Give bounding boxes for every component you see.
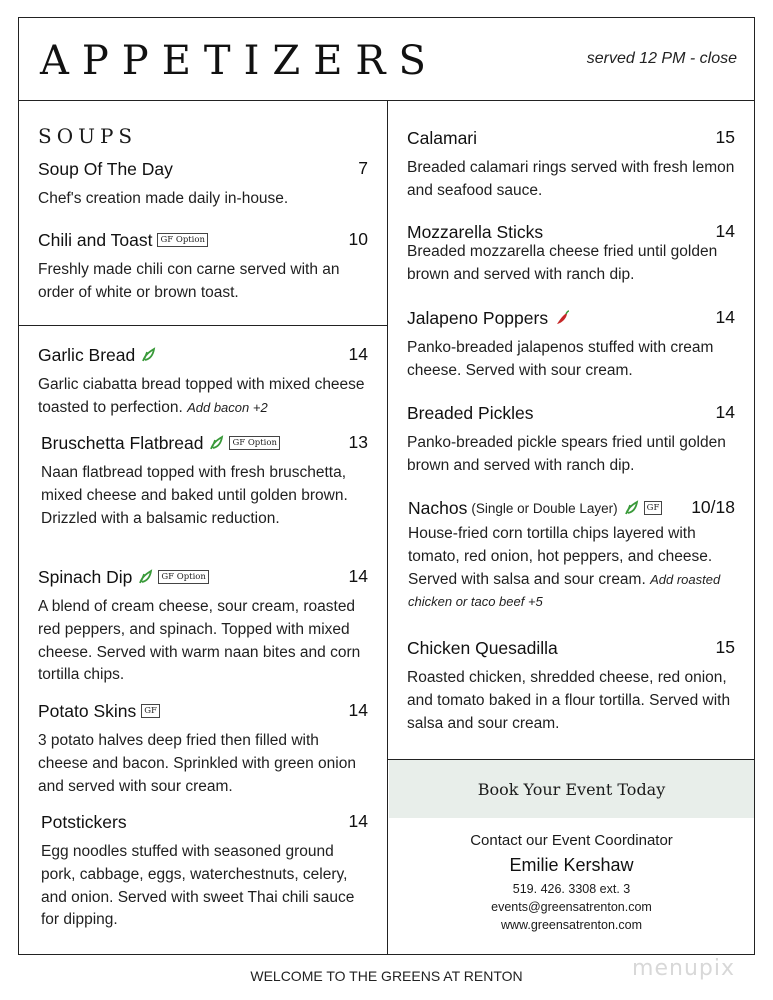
spicy-pepper-icon (553, 309, 571, 327)
item-subtitle: (Single or Double Layer) (471, 500, 618, 516)
item-description: Naan flatbread topped with fresh bruschetta, mixed cheese and baked until golden brown. Drizzled with a balsamic reduction. (41, 464, 348, 527)
vegetarian-leaf-icon (140, 347, 156, 363)
menu-item-bruschetta-flatbread (41, 430, 368, 530)
soups-heading: SOUPS (38, 124, 138, 148)
menu-item-potstickers (41, 809, 368, 932)
event-title: Book Your Event Today (477, 779, 666, 799)
item-description-text: House-fried corn tortilla chips layered with tomato, red onion, hot peppers, and cheese. Served with salsa and sour cream. (408, 525, 713, 588)
menu-item-soup-of-the-day (38, 156, 368, 211)
item-description: Breaded mozzarella cheese fried until golden brown and served with ranch dip. (407, 243, 718, 283)
item-name: Breaded Pickles (407, 402, 534, 423)
item-name: Chili and Toast (38, 229, 153, 250)
item-name: Bruschetta Flatbread (41, 432, 204, 453)
item-description: Chef's creation made daily in-house. (38, 190, 289, 207)
vegetarian-leaf-icon (137, 569, 153, 585)
item-price: 14 (348, 811, 368, 831)
item-price: 15 (715, 127, 735, 147)
item-description-text: Garlic ciabatta bread topped with mixed cheese toasted to perfection. (38, 376, 365, 416)
menu-item-jalapeno-poppers (407, 305, 735, 383)
coordinator-name: Emilie Kershaw (509, 855, 634, 875)
item-description: Freshly made chili con carne served with an order of white or brown toast. (38, 261, 340, 301)
gf-badge: GF (644, 501, 663, 515)
gf-option-badge: GF Option (157, 233, 208, 247)
item-name: Potstickers (41, 811, 127, 832)
item-description (38, 374, 368, 420)
item-name: Jalapeno Poppers (407, 307, 549, 328)
menu-item-mozzarella-sticks (407, 219, 735, 287)
menu-item-garlic-bread (38, 342, 368, 420)
item-price: 14 (715, 307, 735, 327)
menu-item-calamari (407, 125, 735, 203)
item-name: Chicken Quesadilla (407, 637, 558, 658)
item-price: 14 (348, 700, 368, 720)
item-description: Breaded calamari rings served with fresh lemon and seafood sauce. (407, 159, 735, 199)
item-description (408, 523, 735, 614)
event-banner (389, 760, 754, 818)
item-note: Add bacon +2 (187, 399, 268, 415)
item-price: 13 (348, 432, 368, 452)
gf-badge: GF (141, 704, 160, 718)
contact-website: www.greensatrenton.com (500, 918, 643, 932)
item-description: A blend of cream cheese, sour cream, roasted red peppers, and spinach. Topped with mixed cheese. Served with warm naan bites and corn tortilla chips. (38, 598, 361, 684)
event-contact (389, 832, 754, 932)
vegetarian-leaf-icon (208, 435, 224, 451)
item-price: 14 (715, 221, 735, 241)
footer-text: WELCOME TO THE GREENS AT RENTON (250, 968, 523, 984)
item-name: Spinach Dip (38, 566, 133, 587)
menu-item-nachos (408, 495, 735, 614)
item-description: Panko-breaded pickle spears fried until golden brown and served with ranch dip. (407, 434, 726, 474)
soups-divider (18, 325, 388, 326)
menu-item-chili-and-toast (38, 227, 368, 305)
item-name: Mozzarella Sticks (407, 221, 544, 242)
item-name: Nachos (408, 497, 468, 518)
watermark: menupix (632, 956, 735, 981)
item-price: 14 (715, 402, 735, 422)
item-name: Calamari (407, 127, 478, 148)
item-description: Roasted chicken, shredded cheese, red onion, and tomato baked in a flour tortilla. Served with salsa and sour cream. (407, 669, 731, 732)
menu-item-breaded-pickles (407, 400, 735, 478)
item-description: Panko-breaded jalapenos stuffed with cream cheese. Served with sour cream. (407, 339, 714, 379)
item-price: 15 (715, 637, 735, 657)
menu-item-potato-skins (38, 698, 368, 798)
vegetarian-leaf-icon (623, 500, 639, 516)
menu-item-chicken-quesadilla (407, 635, 735, 735)
item-price: 14 (348, 566, 368, 586)
page-title: APPETIZERS (40, 38, 439, 84)
item-price: 14 (348, 344, 368, 364)
item-name: Potato Skins (38, 700, 137, 721)
gf-option-badge: GF Option (229, 436, 280, 450)
item-price: 10 (348, 229, 368, 249)
item-description: 3 potato halves deep fried then filled with cheese and bacon. Sprinkled with green onion and served with sour cream. (38, 732, 356, 795)
served-hours: served 12 PM - close (586, 50, 737, 67)
contact-label: Contact our Event Coordinator (470, 832, 673, 849)
item-note: Add roasted chicken or taco beef +5 (408, 571, 721, 610)
item-price: 7 (358, 158, 368, 178)
column-divider (387, 100, 388, 955)
menu-item-spinach-dip (38, 564, 368, 687)
contact-email: events@greensatrenton.com (491, 900, 652, 914)
item-name: Soup Of The Day (38, 158, 173, 179)
contact-phone: 519. 426. 3308 ext. 3 (512, 882, 631, 896)
item-description: Egg noodles stuffed with seasoned ground pork, cabbage, eggs, waterchestnuts, celery, and onion. Served with sweet Thai chili sauce for dipping. (41, 843, 355, 929)
gf-option-badge: GF Option (158, 570, 209, 584)
item-name: Garlic Bread (38, 344, 136, 365)
item-price: 10/18 (691, 497, 735, 517)
